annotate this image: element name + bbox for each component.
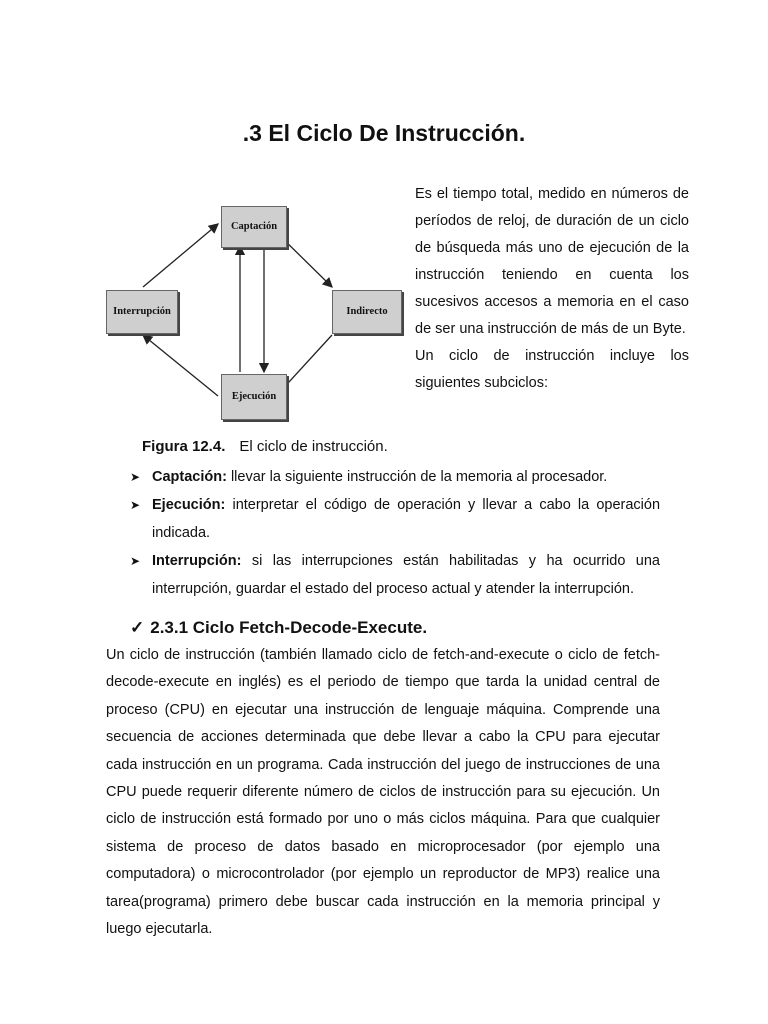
arrow-bullet-icon: ➤ (130, 470, 141, 484)
page-title: .3 El Ciclo De Instrucción. (242, 120, 526, 146)
list-item (130, 491, 660, 547)
figure-number: Figura 12.4. (142, 438, 226, 455)
box-indirecto: Indirecto (332, 290, 402, 334)
intro-paragraph-1: Es el tiempo total, medido en números de períodos de reloj, de duración de un ciclo de búsqueda más uno de ejecución de la instrucción teniendo en cuenta los sucesivos accesos a memoria en el caso de ser una instrucción de más de un Byte. (415, 186, 689, 337)
subcycle-term: Interrupción: (152, 553, 242, 569)
subcycle-text: interpretar el código de operación y llevar a cabo la operación indicada. (152, 497, 661, 541)
section-heading (130, 618, 427, 638)
section-heading-text: 2.3.1 Ciclo Fetch-Decode-Execute. (150, 618, 428, 637)
figure-caption (142, 438, 388, 455)
arrow-bullet-icon: ➤ (130, 554, 141, 568)
subcycle-text: si las interrupciones están habilitadas y ha ocurrido una interrupción, guardar el estado del proceso actual y atender la interrupción. (152, 553, 660, 597)
arrow-interrupcion-to-captacion (143, 224, 218, 287)
box-captacion: Captación (221, 206, 287, 248)
subcycles-list (130, 463, 660, 603)
subcycle-text: llevar la siguiente instrucción de la memoria al procesador. (230, 469, 608, 485)
instruction-cycle-diagram (100, 190, 410, 460)
figure-caption-text: El ciclo de instrucción. (239, 438, 388, 455)
intro-text (415, 181, 689, 397)
arrow-bullet-icon: ➤ (130, 498, 141, 512)
subcycle-term: Ejecución: (152, 497, 226, 513)
section-body (106, 642, 660, 943)
arrow-ejecucion-to-interrupcion (143, 335, 218, 396)
box-interrupcion: Interrupción (106, 290, 178, 334)
box-ejecucion: Ejecución (221, 374, 287, 420)
subcycle-term: Captación: (152, 469, 227, 485)
list-item (130, 463, 660, 491)
intro-paragraph-2: Un ciclo de instrucción incluye los siguientes subciclos: (415, 348, 689, 391)
checkmark-icon: ✓ (130, 618, 145, 637)
list-item (130, 547, 660, 603)
section-body-paragraph: Un ciclo de instrucción (también llamado ciclo de fetch-and-execute o ciclo de fetch-decode-execute en inglés) es el periodo de tiempo que tarda la unidad central de proceso (CPU) en ejecutar una instrucción de lenguaje máquina. Comprende una secuencia de acciones determinada que debe llevar a cabo la CPU para ejecutar cada instrucción en un programa. Cada instrucción del juego de instrucciones de una CPU puede requerir diferente número de ciclos de instrucción para su ejecución. Un ciclo de instrucción está formado por uno o más ciclos máquina. Para que cualquier sistema de proceso de datos basado en microprocesador (por ejemplo una computadora) o microcontrolador (por ejemplo un reproductor de MP3) realice una tarea(programa) primero debe buscar cada instrucción en la memoria principal y luego ejecutarla. (106, 647, 660, 938)
